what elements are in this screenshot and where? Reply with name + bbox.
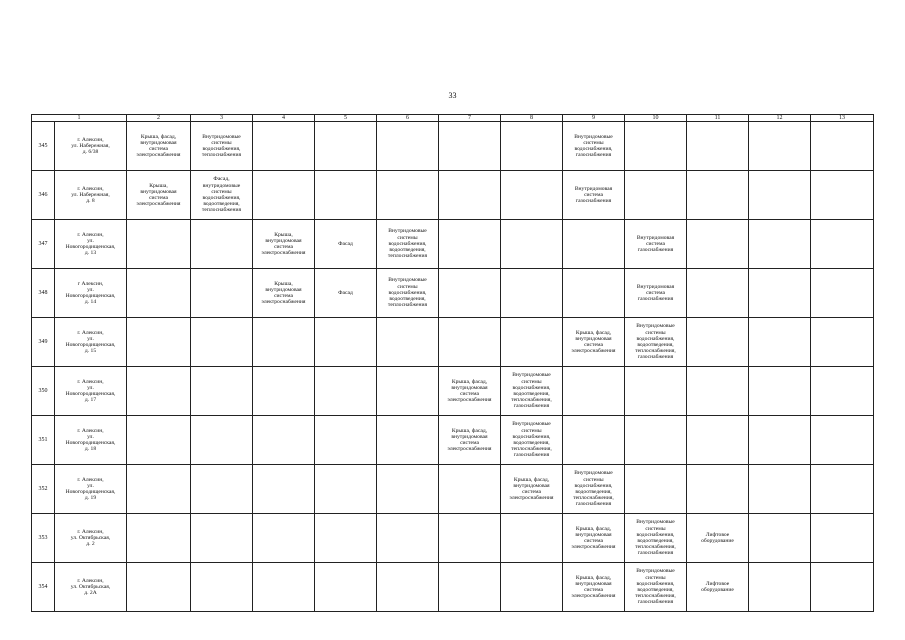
work-type-cell bbox=[253, 367, 315, 416]
work-type-cell bbox=[749, 563, 811, 612]
row-number: 351 bbox=[32, 416, 55, 465]
work-type-cell bbox=[687, 171, 749, 220]
work-type-cell bbox=[687, 122, 749, 171]
column-header: 8 bbox=[501, 115, 563, 122]
address-cell: г. Алексин, ул. Октябрьская, д. 2А bbox=[55, 563, 127, 612]
column-header: 4 bbox=[253, 115, 315, 122]
work-type-cell bbox=[377, 563, 439, 612]
work-type-cell: Крыша, фасад, внутридомовая система электроснабжения bbox=[563, 563, 625, 612]
work-type-cell bbox=[377, 367, 439, 416]
work-type-cell: Фасад bbox=[315, 269, 377, 318]
work-type-cell bbox=[253, 171, 315, 220]
work-type-cell bbox=[439, 563, 501, 612]
table-row bbox=[32, 465, 874, 514]
column-header: 9 bbox=[563, 115, 625, 122]
work-type-cell bbox=[811, 171, 874, 220]
work-type-cell: Внутридомовые системы водоснабжения, теплоснабжения bbox=[191, 122, 253, 171]
work-type-cell bbox=[749, 318, 811, 367]
work-type-cell bbox=[811, 465, 874, 514]
column-header: 11 bbox=[687, 115, 749, 122]
column-header: 13 bbox=[811, 115, 874, 122]
work-type-cell bbox=[439, 171, 501, 220]
work-type-cell: Внутридомовая система газоснабжения bbox=[625, 269, 687, 318]
work-type-cell bbox=[811, 514, 874, 563]
work-type-cell: Лифтовое оборудование bbox=[687, 563, 749, 612]
work-type-cell bbox=[315, 416, 377, 465]
work-type-cell bbox=[749, 171, 811, 220]
work-type-cell bbox=[501, 514, 563, 563]
address-cell: г. Алексин, ул. Новогородищенская, д. 15 bbox=[55, 318, 127, 367]
column-header: 5 bbox=[315, 115, 377, 122]
work-type-cell bbox=[687, 269, 749, 318]
work-type-cell bbox=[127, 514, 191, 563]
row-number: 345 bbox=[32, 122, 55, 171]
column-header: 1 bbox=[32, 115, 127, 122]
work-type-cell bbox=[749, 416, 811, 465]
work-type-cell: Внутридомовая система газоснабжения bbox=[625, 220, 687, 269]
work-type-cell bbox=[749, 367, 811, 416]
table-row bbox=[32, 220, 874, 269]
work-type-cell bbox=[191, 416, 253, 465]
work-type-cell bbox=[563, 367, 625, 416]
row-number: 349 bbox=[32, 318, 55, 367]
work-type-cell bbox=[127, 220, 191, 269]
work-type-cell bbox=[749, 514, 811, 563]
address-cell: г Алексин, ул. Новогородищенская, д. 14 bbox=[55, 269, 127, 318]
work-type-cell bbox=[439, 318, 501, 367]
work-type-cell bbox=[127, 269, 191, 318]
work-type-cell bbox=[563, 220, 625, 269]
address-cell: г. Алексин, ул. Октябрьская, д. 2 bbox=[55, 514, 127, 563]
column-header: 3 bbox=[191, 115, 253, 122]
table-body bbox=[32, 122, 874, 612]
row-number: 347 bbox=[32, 220, 55, 269]
work-type-cell bbox=[191, 269, 253, 318]
column-header: 7 bbox=[439, 115, 501, 122]
row-number: 353 bbox=[32, 514, 55, 563]
work-type-cell bbox=[687, 465, 749, 514]
work-type-cell bbox=[315, 367, 377, 416]
work-type-cell bbox=[377, 416, 439, 465]
work-schedule-table bbox=[31, 114, 874, 612]
work-type-cell bbox=[253, 318, 315, 367]
work-type-cell bbox=[253, 416, 315, 465]
work-type-cell bbox=[439, 220, 501, 269]
work-type-cell bbox=[501, 269, 563, 318]
work-type-cell bbox=[127, 367, 191, 416]
work-type-cell: Лифтовое оборудование bbox=[687, 514, 749, 563]
address-cell: г. Алексин, ул. Набережная, д. 6/38 bbox=[55, 122, 127, 171]
work-type-cell bbox=[377, 514, 439, 563]
work-type-cell bbox=[625, 171, 687, 220]
work-type-cell: Внутридомовые системы водоснабжения, водоотведения, теплоснабжения, газоснабжения bbox=[625, 318, 687, 367]
work-type-cell: Крыша, внутридомовая система электроснабжения bbox=[253, 220, 315, 269]
work-type-cell bbox=[811, 122, 874, 171]
address-cell: г. Алексин, ул. Новогородищенская, д. 13 bbox=[55, 220, 127, 269]
work-type-cell bbox=[377, 171, 439, 220]
work-type-cell bbox=[501, 220, 563, 269]
work-type-cell bbox=[625, 465, 687, 514]
work-type-cell: Внутридомовые системы водоснабжения, газоснабжения bbox=[563, 122, 625, 171]
row-number: 354 bbox=[32, 563, 55, 612]
work-type-cell bbox=[563, 269, 625, 318]
table-header bbox=[32, 115, 874, 122]
work-type-cell bbox=[315, 465, 377, 514]
address-cell: г. Алексин, ул. Новогородищенская, д. 18 bbox=[55, 416, 127, 465]
work-type-cell bbox=[377, 465, 439, 514]
work-type-cell bbox=[191, 220, 253, 269]
work-type-cell bbox=[253, 465, 315, 514]
work-type-cell bbox=[253, 122, 315, 171]
work-type-cell bbox=[811, 318, 874, 367]
work-type-cell bbox=[625, 367, 687, 416]
work-type-cell bbox=[501, 318, 563, 367]
work-type-cell: Крыша, фасад, внутридомовая система электроснабжения bbox=[563, 318, 625, 367]
work-type-cell: Внутридомовая система газоснабжения bbox=[563, 171, 625, 220]
work-type-cell: Крыша, фасад, внутридомовая система электроснабжения bbox=[563, 514, 625, 563]
work-type-cell: Внутридомовые системы водоснабжения, водоотведения, теплоснабжения, газоснабжения bbox=[501, 416, 563, 465]
table-row bbox=[32, 563, 874, 612]
work-type-cell bbox=[439, 465, 501, 514]
row-number: 350 bbox=[32, 367, 55, 416]
work-type-cell bbox=[811, 563, 874, 612]
table-row bbox=[32, 367, 874, 416]
row-number: 348 bbox=[32, 269, 55, 318]
work-type-cell bbox=[315, 171, 377, 220]
row-number: 346 bbox=[32, 171, 55, 220]
work-type-cell: Внутридомовые системы водоснабжения, водоотведения, теплоснабжения bbox=[377, 269, 439, 318]
column-header: 10 bbox=[625, 115, 687, 122]
work-type-cell: Внутридомовые системы водоснабжения, водоотведения, теплоснабжения, газоснабжения bbox=[625, 514, 687, 563]
work-type-cell bbox=[315, 563, 377, 612]
work-type-cell bbox=[377, 318, 439, 367]
address-cell: г. Алексин, ул. Новогородищенская, д. 19 bbox=[55, 465, 127, 514]
work-type-cell bbox=[191, 465, 253, 514]
work-type-cell bbox=[377, 122, 439, 171]
work-type-cell bbox=[749, 269, 811, 318]
work-type-cell bbox=[563, 416, 625, 465]
work-type-cell bbox=[687, 367, 749, 416]
work-type-cell bbox=[811, 269, 874, 318]
work-type-cell bbox=[253, 514, 315, 563]
work-type-cell bbox=[315, 318, 377, 367]
work-type-cell bbox=[501, 171, 563, 220]
column-header: 6 bbox=[377, 115, 439, 122]
address-cell: г. Алексин, ул. Набережная, д. 8 bbox=[55, 171, 127, 220]
work-type-cell bbox=[749, 220, 811, 269]
table-row bbox=[32, 318, 874, 367]
work-type-cell bbox=[501, 122, 563, 171]
work-type-cell bbox=[191, 563, 253, 612]
work-type-cell bbox=[315, 514, 377, 563]
work-type-cell bbox=[127, 416, 191, 465]
work-type-cell bbox=[191, 318, 253, 367]
work-type-cell: Крыша, фасад, внутридомовая система электроснабжения bbox=[501, 465, 563, 514]
work-type-cell bbox=[127, 318, 191, 367]
work-type-cell: Фасад, внутридомовые системы водоснабжения, водоотведения, теплоснабжения bbox=[191, 171, 253, 220]
work-type-cell bbox=[315, 122, 377, 171]
address-cell: г. Алексин, ул. Новогородищенская, д. 17 bbox=[55, 367, 127, 416]
table-row bbox=[32, 514, 874, 563]
work-type-cell bbox=[501, 563, 563, 612]
work-type-cell: Внутридомовые системы водоснабжения, водоотведения, теплоснабжения bbox=[377, 220, 439, 269]
work-type-cell bbox=[439, 122, 501, 171]
work-type-cell: Внутридомовые системы водоснабжения, водоотведения, теплоснабжения, газоснабжения bbox=[625, 563, 687, 612]
work-type-cell bbox=[687, 220, 749, 269]
work-type-cell bbox=[439, 514, 501, 563]
work-type-cell bbox=[811, 416, 874, 465]
table-row bbox=[32, 171, 874, 220]
work-type-cell: Крыша, внутридомовая система электроснабжения bbox=[127, 171, 191, 220]
work-type-cell bbox=[191, 514, 253, 563]
work-type-cell: Внутридомовые системы водоснабжения, водоотведения, теплоснабжения, газоснабжения bbox=[501, 367, 563, 416]
work-type-cell bbox=[439, 269, 501, 318]
table-row bbox=[32, 122, 874, 171]
work-type-cell bbox=[687, 416, 749, 465]
work-type-cell bbox=[811, 220, 874, 269]
work-type-cell: Крыша, фасад, внутридомовая система электроснабжения bbox=[127, 122, 191, 171]
work-type-cell: Крыша, внутридомовая система электроснабжения bbox=[253, 269, 315, 318]
column-header: 2 bbox=[127, 115, 191, 122]
work-type-cell bbox=[687, 318, 749, 367]
work-type-cell bbox=[625, 122, 687, 171]
work-type-cell: Фасад bbox=[315, 220, 377, 269]
work-type-cell bbox=[625, 416, 687, 465]
work-type-cell: Внутридомовые системы водоснабжения, водоотведения, теплоснабжения, газоснабжения bbox=[563, 465, 625, 514]
work-type-cell bbox=[127, 465, 191, 514]
work-type-cell bbox=[127, 563, 191, 612]
work-type-cell bbox=[191, 367, 253, 416]
page-number: 33 bbox=[448, 91, 457, 100]
column-header: 12 bbox=[749, 115, 811, 122]
work-type-cell: Крыша, фасад, внутридомовая система электроснабжения bbox=[439, 416, 501, 465]
header-row bbox=[32, 115, 874, 122]
work-type-cell bbox=[749, 122, 811, 171]
work-type-cell bbox=[811, 367, 874, 416]
work-type-cell: Крыша, фасад, внутридомовая система электроснабжения bbox=[439, 367, 501, 416]
table-row bbox=[32, 269, 874, 318]
table-row bbox=[32, 416, 874, 465]
work-type-cell bbox=[253, 563, 315, 612]
row-number: 352 bbox=[32, 465, 55, 514]
work-type-cell bbox=[749, 465, 811, 514]
